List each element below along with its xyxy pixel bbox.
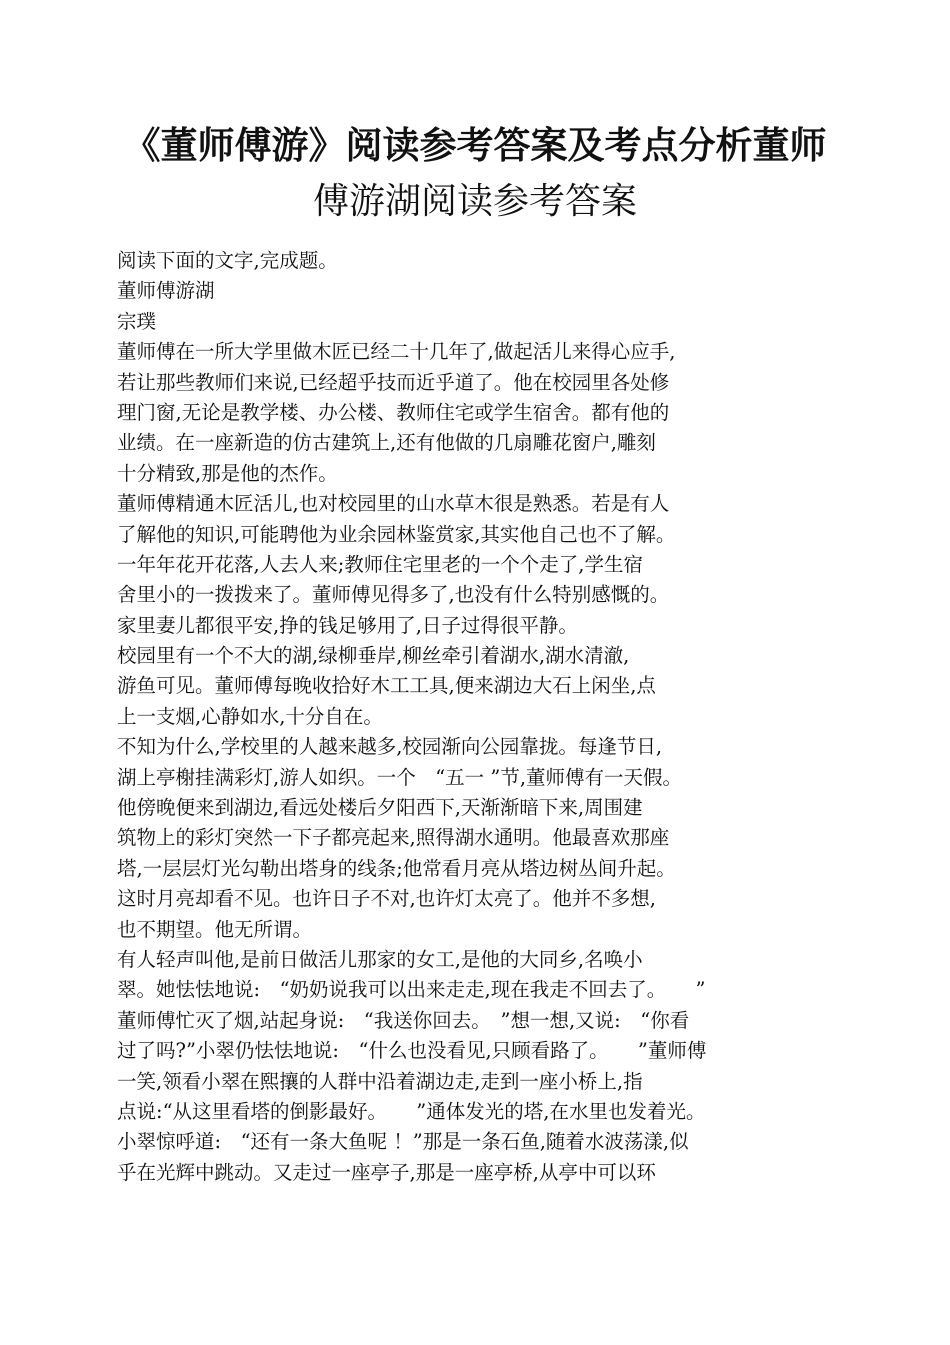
text-line: 若让那些教师们来说,已经超乎技而近乎道了。他在校园里各处修 (117, 370, 670, 394)
text-line: 这时月亮却看不见。也许日子不对,也许灯太亮了。他并不多想, (117, 887, 656, 911)
text-line: 湖上亭榭挂满彩灯,游人如织。一个 “五一 ”节,董师傅有一天假。 (117, 765, 683, 789)
text-line: 过了吗?”小翠仍怯怯地说: “什么也没看见,只顾看路了。 ”董师傅 (117, 1039, 707, 1063)
text-line: 家里妻儿都很平安,挣的钱足够用了,日子过得很平静。 (117, 613, 578, 637)
text-line: 不知为什么,学校里的人越来越多,校园渐向公园靠拢。每逢节日, (117, 735, 663, 759)
text-line: 校园里有一个不大的湖,绿柳垂岸,柳丝牵引着湖水,湖水清澈, (117, 644, 630, 668)
text-line: 董师傅在一所大学里做木匠已经二十几年了,做起活儿来得心应手, (117, 340, 676, 364)
title-line-2: 傅游湖阅读参考答案 (312, 181, 637, 222)
text-line: 阅读下面的文字,完成题。 (117, 249, 338, 272)
document-title (0, 118, 950, 230)
text-line: 十分精致,那是他的杰作。 (117, 461, 338, 485)
text-line: 业绩。在一座新造的仿古建筑上,还有他做的几扇雕花窗户,雕刻 (117, 431, 656, 455)
text-line: 一笑,领看小翠在熙攘的人群中沿着湖边走,走到一座小桥上,指 (117, 1069, 643, 1093)
text-line: 他傍晚便来到湖边,看远处楼后夕阳西下,天渐渐暗下来,周围建 (117, 796, 643, 820)
body-text (117, 246, 837, 1188)
text-line: 也不期望。他无所谓。 (117, 917, 313, 941)
text-line: 翠。她怯怯地说: “奶奶说我可以出来走走,现在我走不回去了。 ” (117, 978, 706, 1002)
text-line: 上一支烟,心静如水,十分自在。 (117, 704, 383, 728)
text-line: 了解他的知识,可能聘他为业余园林鉴赏家,其实他自己也不了解。 (117, 522, 676, 546)
text-line: 董师傅忙灭了烟,站起身说: “我送你回去。 ”想一想,又说: “你看 (117, 1008, 690, 1032)
title-line-1: 《董师傅游》阅读参考答案及考点分析董师 (123, 124, 827, 167)
text-line: 塔,一层层灯光勾勒出塔身的线条;他常看月亮从塔边树丛间升起。 (117, 856, 676, 880)
text-line: 小翠惊呼道: “还有一条大鱼呢 ！”那是一条石鱼,随着水波荡漾,似 (117, 1130, 689, 1154)
text-line: 一年年花开花落,人去人来;教师住宅里老的一个个走了,学生宿 (117, 552, 643, 576)
text-line: 乎在光辉中跳动。又走过一座亭子,那是一座亭桥,从亭中可以环 (117, 1160, 656, 1184)
text-line: 筑物上的彩灯突然一下子都亮起来,照得湖水通明。他最喜欢那座 (117, 826, 670, 850)
text-line: 有人轻声叫他,是前日做活儿那家的女工,是他的大同乡,名唤小 (117, 947, 643, 971)
text-line: 宗璞 (117, 309, 157, 333)
text-line: 董师傅精通木匠活儿,也对校园里的山水草木很是熟悉。若是有人 (117, 492, 670, 516)
text-line: 理门窗,无论是教学楼、办公楼、教师住宅或学生宿舍。都有他的 (117, 400, 670, 424)
text-line: 点说:“从这里看塔的倒影最好。 ”通体发光的塔,在水里也发着光。 (117, 1099, 706, 1123)
text-line: 游鱼可见。董师傅每晚收拾好木工工具,便来湖边大石上闲坐,点 (117, 674, 656, 698)
text-line: 舍里小的一拨拨来了。董师傅见得多了,也没有什么特别感慨的。 (117, 583, 670, 607)
text-line: 董师傅游湖 (117, 279, 215, 303)
